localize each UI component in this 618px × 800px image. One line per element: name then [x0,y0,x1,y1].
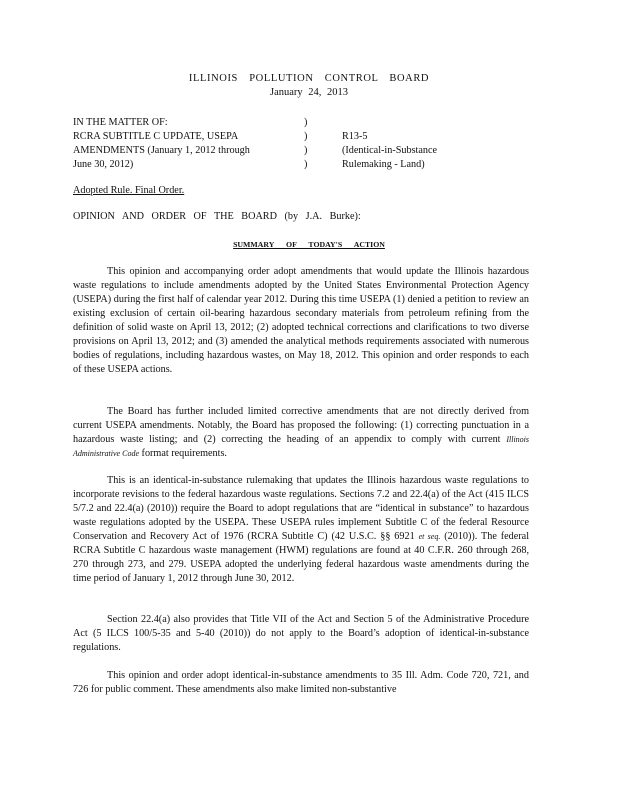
citation-italic: et seq. [418,532,441,541]
caption-line: AMENDMENTS (January 1, 2012 through [73,145,250,156]
caption-docket [342,116,542,172]
paragraph-identical [73,474,529,586]
docket-number: R13-5 [342,131,368,142]
paragraph-text: format requirements. [141,448,227,459]
docket-type: Rulemaking - Land) [342,159,425,170]
paragraph-adopt: This opinion and order adopt identical-in-substance amendments to 35 Ill. Adm. Code 720, 721, and 726 for public comment. These amendments also make limited non-substantive [73,670,529,695]
paragraph-text: The Board has further included limited corrective amendments that are not directly derived from current USEPA amendments. Notably, the Board has proposed the following: (1) correcting punctuation in a hazardous waste listing; and (2) correcting the heading of an appendix to comply with current [73,406,529,445]
caption-line: RCRA SUBTITLE C UPDATE, USEPA [73,131,239,142]
order-date: January 24, 2013 [269,87,349,98]
case-caption [0,116,618,174]
caption-line [342,116,542,130]
caption-paren: ) [304,131,308,142]
caption-matter [73,116,303,172]
paragraph-corrective [73,405,529,461]
board-name: ILLINOIS POLLUTION CONTROL BOARD [188,73,430,84]
docket-type: (Identical-in-Substance [342,145,438,156]
caption-line: IN THE MATTER OF: [73,117,168,128]
order-label: Adopted Rule. Final Order. [73,185,185,196]
caption-parens [304,116,314,172]
summary-heading: SUMMARY OF TODAY'S ACTION [233,240,385,249]
caption-paren: ) [304,117,308,128]
paragraph-summary: This opinion and accompanying order adopt amendments that would update the Illinois hazardous waste regulations to include amendments adopted by the United States Environmental Protection Agency (USEPA) during the first half of calendar year 2012. During this time USEPA (1) denied a petition to review an existing exclusion of certain oil-bearing hazardous secondary materials from petroleum refining from the definition of solid waste on April 13, 2012; (2) adopted technical corrections and clarifications to two diverse provisions on April 13, 2012; and (3) amended the analytical methods requirements associated with numerous bodies of regulations, including hazardous wastes, on May 18, 2012. This opinion and order responds to each of these USEPA actions. [73,266,529,375]
paragraph-text: This is an identical-in-substance rulemaking that updates the Illinois hazardous waste regulations to incorporate revisions to the federal hazardous waste regulations. Sections 7.2 and 22.4(a) of the Act (415 ILCS 5/7.2 and 22.4(a) (2010)) require the Board to adopt regulations that are “identical in substance” to hazardous waste regulations adopted by the USEPA. These USEPA rules implement Subtitle C of the federal Resource Conservation and Recovery Act of 1976 (RCRA Subtitle C) (42 U.S.C. §§ 6921 [73,475,529,542]
caption-line: June 30, 2012) [73,159,134,170]
caption-paren: ) [304,145,308,156]
paragraph-section: Section 22.4(a) also provides that Title VII of the Act and Section 5 of the Administrative Procedure Act (5 ILCS 100/5-35 and 5-40 (2010)) do not apply to the Board’s adoption of identical-in-substance regulations. [73,614,529,653]
opinion-heading: OPINION AND ORDER OF THE BOARD (by J.A. Burke): [73,211,361,222]
paragraph-text: (2010)). The federal RCRA Subtitle C hazardous waste management (HWM) regulations are found at 40 C.F.R. 260 through 268, 270 through 273, and 279. USEPA adopted the underlying federal hazardous waste amendments during the time period of January 1, 2012 through June 30, 2012. [73,531,530,584]
caption-paren: ) [304,159,308,170]
code-title: Illinois Administrative Code [73,435,529,458]
